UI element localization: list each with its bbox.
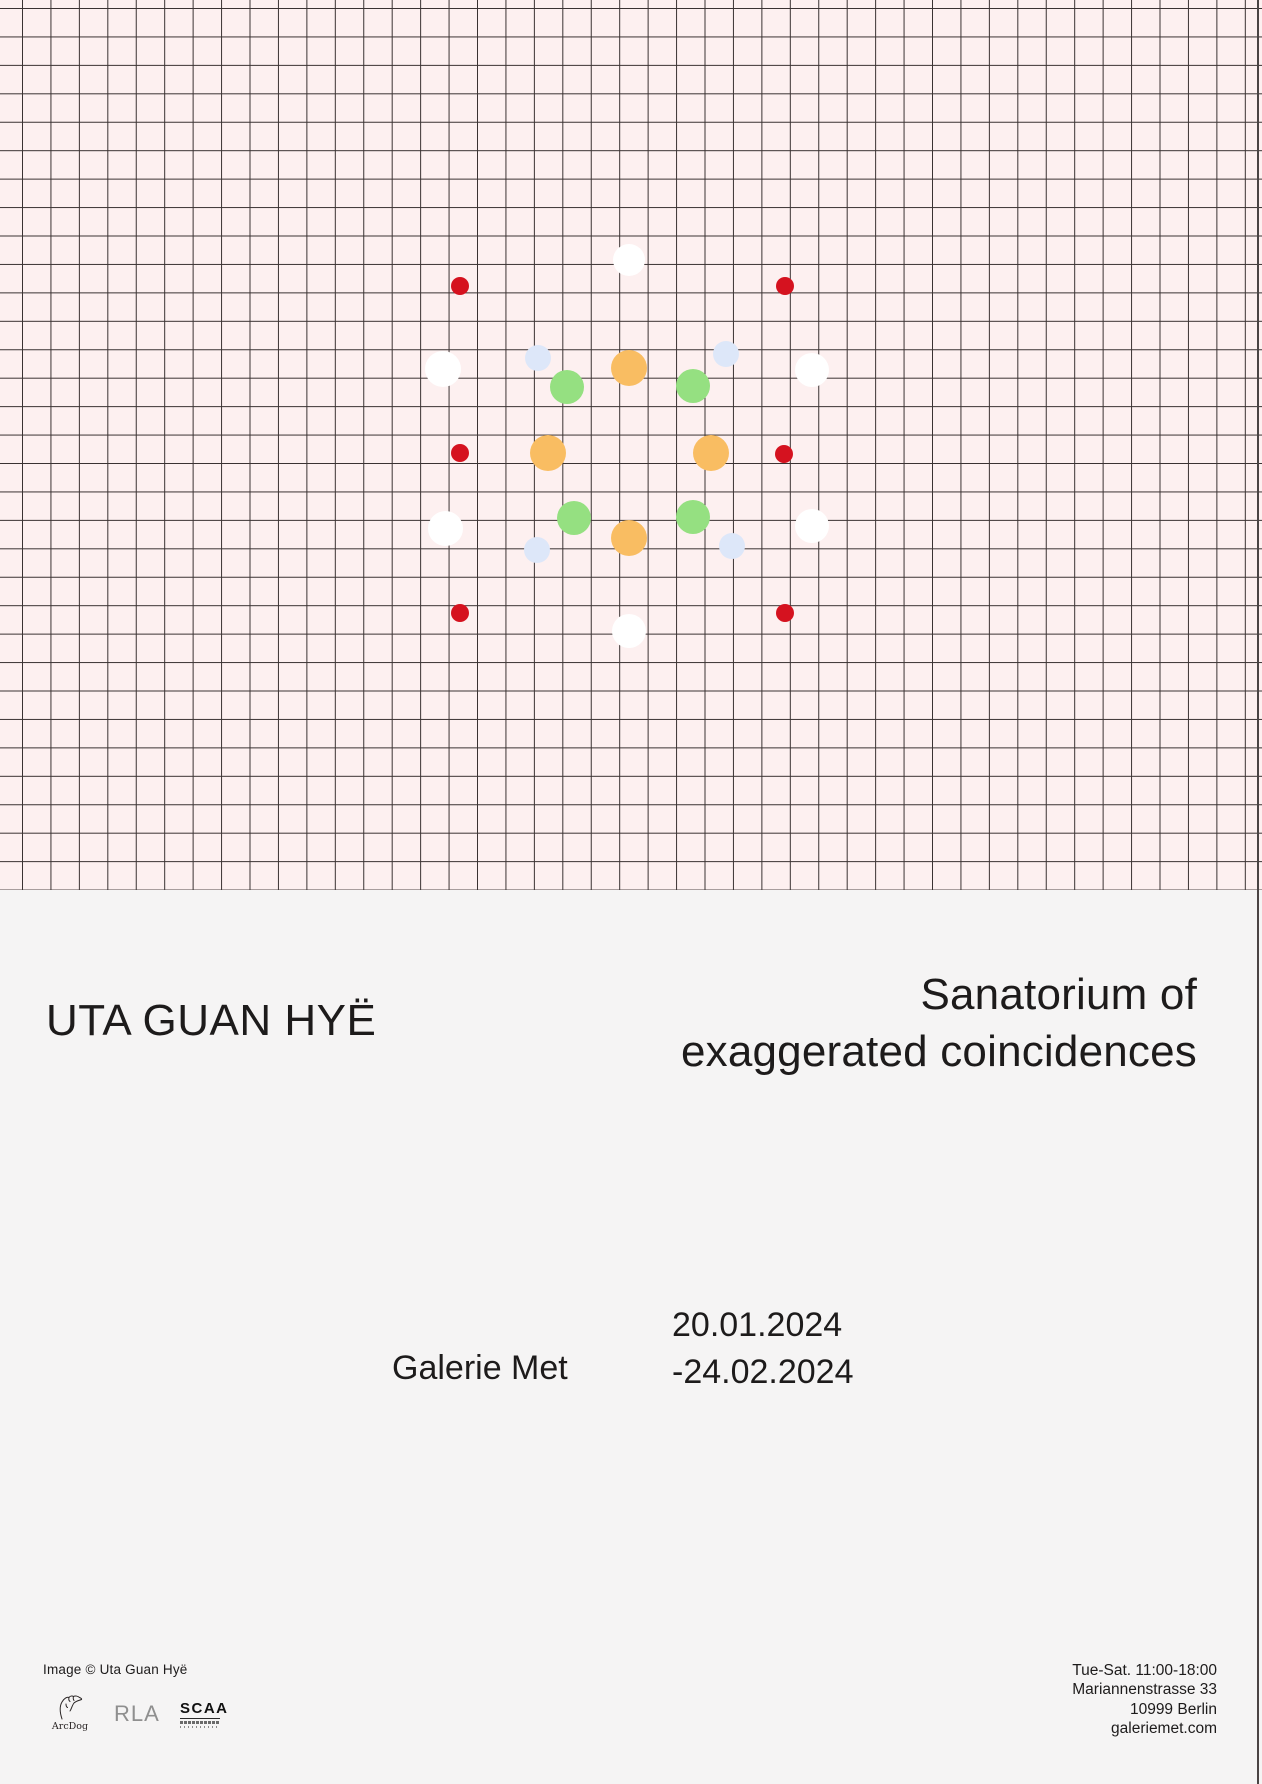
artwork-dot [676, 500, 711, 535]
right-edge-line [1257, 0, 1259, 1784]
exhibition-title-line1: Sanatorium of [920, 970, 1197, 1019]
artwork-dot [775, 445, 793, 463]
artwork-dot [525, 345, 552, 372]
city-address: 10999 Berlin [1129, 1700, 1217, 1718]
grid-artwork [0, 0, 1262, 890]
website: galeriemet.com [1111, 1720, 1217, 1738]
image-credit: Image © Uta Guan Hyë [43, 1662, 188, 1677]
venue-name: Galerie Met [392, 1349, 568, 1387]
street-address: Mariannenstrasse 33 [1072, 1681, 1217, 1699]
artwork-dot [776, 277, 794, 295]
scaa-fine-print [180, 1721, 220, 1724]
artwork-dot [693, 435, 729, 471]
artwork-dot [451, 444, 469, 462]
artwork-dot [530, 435, 566, 471]
artwork-dot [613, 244, 645, 276]
date-from: 20.01.2024 [672, 1306, 843, 1344]
arcdog-logo [50, 1694, 90, 1732]
scaa-logo [180, 1700, 229, 1728]
artwork-dot [428, 511, 463, 546]
artwork-dot [795, 509, 829, 543]
arcdog-logo-label: ArcDog [51, 1721, 89, 1732]
artwork-dot [676, 369, 711, 404]
contact-block [1072, 1661, 1217, 1739]
artwork-dot [524, 537, 551, 564]
artist-name: UTA GUAN HYË [46, 996, 377, 1045]
artwork-dot [795, 353, 829, 387]
artwork-dot [557, 501, 592, 536]
scaa-logo-label: SCAA [180, 1700, 229, 1717]
exhibition-title [681, 966, 1197, 1080]
artwork-dot [719, 533, 746, 560]
exhibition-title-line2: exaggerated coincidences [680, 1027, 1197, 1076]
rla-logo: RLA [114, 1701, 160, 1726]
artwork-dot [611, 350, 647, 386]
artwork-dot [776, 604, 794, 622]
artwork-dot [550, 370, 585, 405]
artwork-dot [425, 351, 461, 387]
date-to: -24.02.2024 [672, 1353, 854, 1391]
artwork-dot [612, 614, 646, 648]
artwork-dot [451, 604, 469, 622]
scaa-rule [180, 1718, 220, 1719]
exhibition-dates [672, 1302, 854, 1396]
artwork-dot [611, 520, 647, 556]
arcdog-dog-icon [56, 1694, 84, 1720]
artwork-dot [451, 277, 469, 295]
artwork-dot [713, 341, 740, 368]
opening-hours: Tue-Sat. 11:00-18:00 [1072, 1662, 1217, 1679]
scaa-dotted-row [180, 1726, 220, 1728]
